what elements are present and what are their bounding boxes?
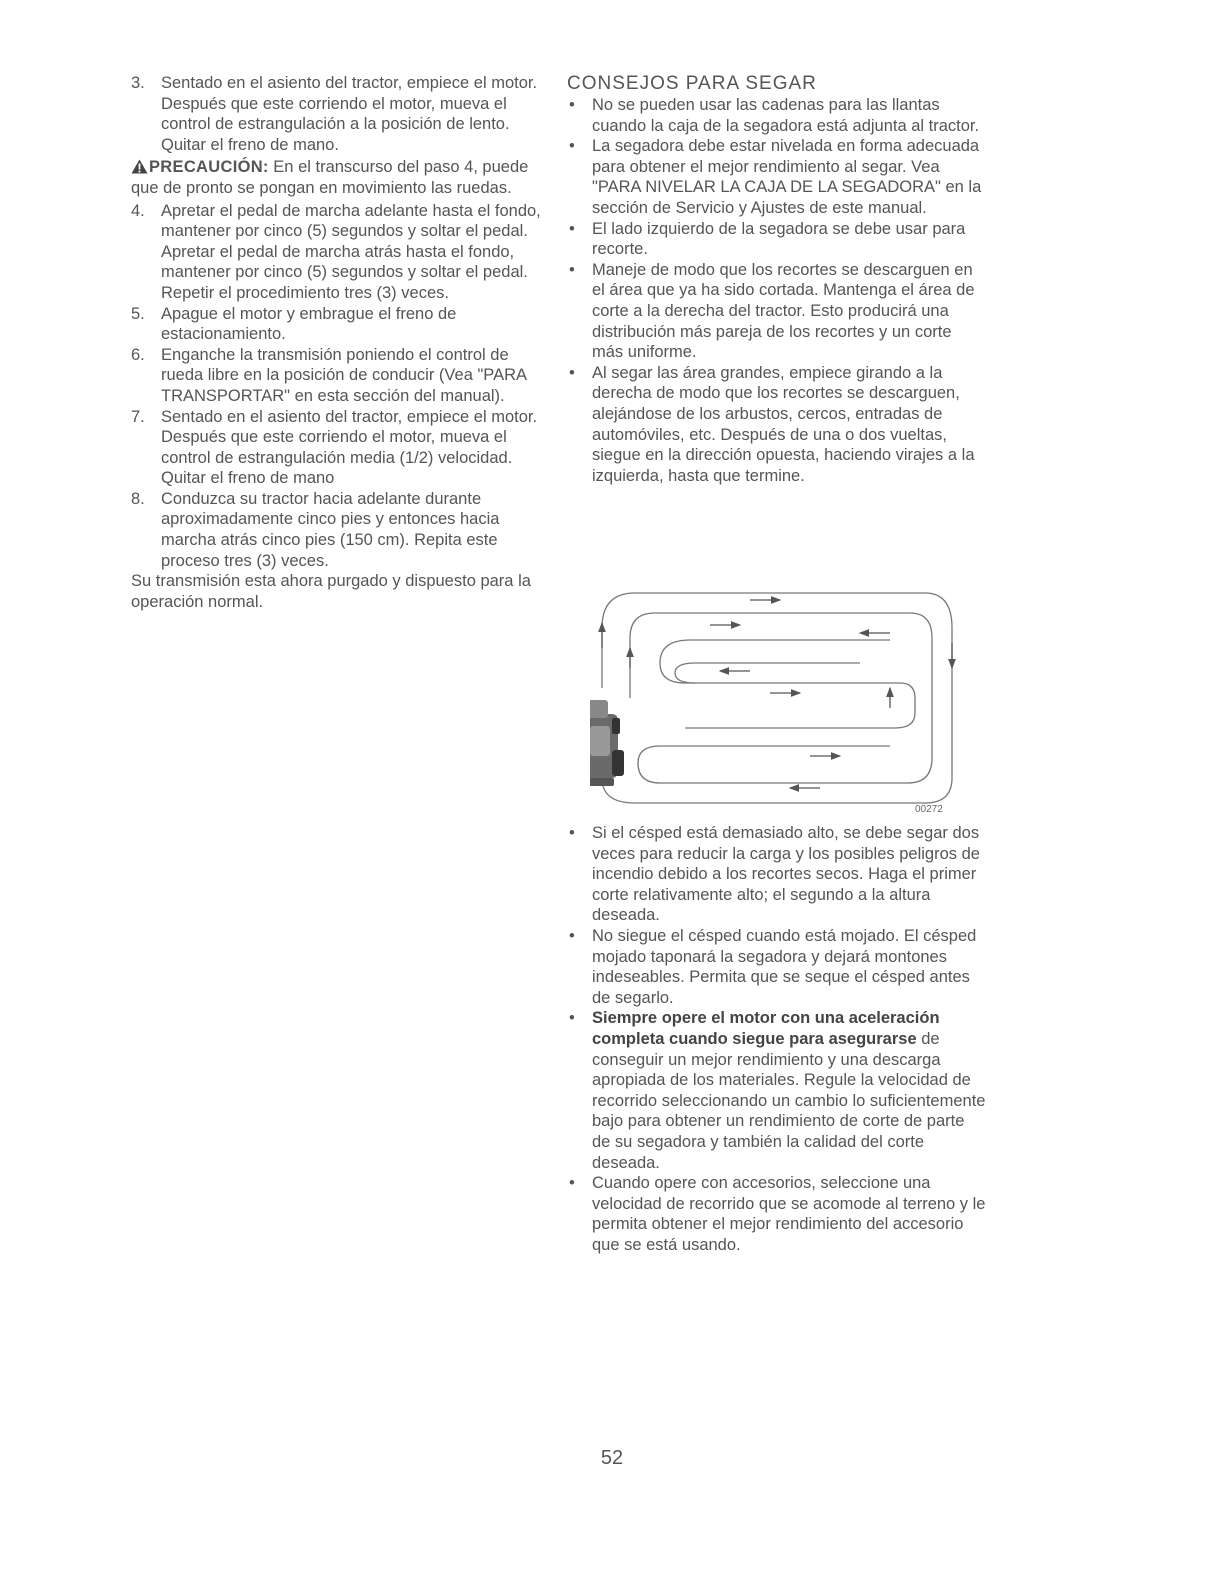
warning-triangle-icon	[131, 159, 148, 174]
step-item	[131, 345, 551, 407]
caution-label: PRECAUCIÓN:	[149, 158, 269, 177]
tip-text-rest: de conseguir un mejor rendimiento y una descarga apropiada de los materiales. Regule la velocidad de recorrido seleccionando un cambio lo suficientemente bajo para obtener un rendimiento de corte de parte de su segadora y también la calidad del corte deseada.	[592, 1029, 986, 1172]
tip-item	[567, 219, 987, 260]
tips-list-top	[567, 95, 987, 486]
section-title: CONSEJOS PARA SEGAR	[567, 73, 817, 94]
inner-mowing-path	[660, 640, 915, 728]
tip-text: No siegue el césped cuando está mojado. El césped mojado taponará la segadora y dejará montones indeseables. Permita que se seque el césped antes de segarlo.	[592, 926, 977, 1007]
steps-list-start	[131, 73, 551, 155]
tip-item	[567, 926, 987, 1008]
bullet-marker: •	[569, 926, 575, 945]
tip-text: El lado izquierdo de la segadora se debe usar para recorte.	[592, 219, 966, 259]
tip-text	[592, 1008, 987, 1173]
step-number: 3.	[131, 74, 145, 92]
step-text: Sentado en el asiento del tractor, empiece el motor. Después que este corriendo el motor, mueva el control de estrangulación a la posición de lento. Quitar el freno de mano.	[161, 74, 538, 154]
bullet-marker: •	[569, 824, 575, 842]
second-mowing-path	[630, 613, 932, 783]
tip-text: No se pueden usar las cadenas para las llantas cuando la caja de la segadora está adjunta al tractor.	[592, 96, 980, 135]
tip-item	[567, 1173, 987, 1255]
tip-text: Si el césped está demasiado alto, se debe segar dos veces para reducir la carga y los posibles peligros de incendio debido a los recortes secos. Haga el primer corte relativamente alto; el segundo a la altura deseada.	[592, 824, 980, 925]
bullet-marker: •	[569, 96, 575, 114]
page-number: 52	[600, 1447, 624, 1469]
tips-list-bottom	[567, 823, 987, 1255]
tip-item	[567, 136, 987, 218]
step-text: Apague el motor y embrague el freno de estacionamiento.	[161, 304, 457, 344]
bullet-marker: •	[569, 363, 575, 382]
mowing-pattern-diagram	[590, 588, 975, 813]
caution-note	[131, 157, 551, 198]
right-column	[567, 73, 987, 486]
bullet-marker: •	[569, 1009, 575, 1028]
step-item	[131, 201, 551, 304]
tip-item	[567, 1008, 987, 1173]
tip-text: Cuando opere con accesorios, seleccione una velocidad de recorrido que se acomode al terreno y le permita obtener el mejor rendimiento del accesorio que se está usando.	[592, 1174, 986, 1254]
step-item	[131, 407, 551, 489]
tractor-illustration	[590, 700, 624, 786]
step-text: Conduzca su tractor hacia adelante durante aproximadamente cinco pies y entonces hacia marcha atrás cinco pies (150 cm). Repita este proceso tres (3) veces.	[161, 489, 500, 570]
closing-paragraph: Su transmisión esta ahora purgado y dispuesto para la operación normal.	[131, 572, 531, 611]
step-item	[131, 489, 551, 571]
tip-item	[567, 95, 987, 136]
step-number: 7.	[131, 407, 145, 426]
step-item	[131, 73, 551, 155]
step-text: Apretar el pedal de marcha adelante hasta el fondo, mantener por cinco (5) segundos y soltar el pedal. Apretar el pedal de marcha atrás hasta el fondo, mantener por cinco (5) segundos y soltar el pedal. Repetir el procedimiento tres (3) veces.	[161, 201, 541, 302]
tip-item	[567, 260, 987, 363]
left-column	[131, 73, 551, 612]
tip-text-bold: Siempre opere el motor con una aceleración completa cuando siegue para asegurarse	[592, 1009, 940, 1048]
step-text: Enganche la transmisión poniendo el control de rueda libre en la posición de conducir (Vea "PARA TRANSPORTAR" en esta sección del manual).	[161, 345, 527, 405]
bullet-marker: •	[569, 260, 575, 279]
bullet-marker: •	[569, 219, 575, 238]
bullet-marker: •	[569, 137, 575, 156]
step-number: 4.	[131, 201, 145, 220]
steps-list	[131, 201, 551, 572]
step-item	[131, 304, 551, 345]
bullet-marker: •	[569, 1174, 575, 1193]
caution-text: En el transcurso del paso 4, puede que de pronto se pongan en movimiento las ruedas.	[131, 158, 529, 197]
outer-mowing-path	[602, 593, 952, 803]
tip-text: Al segar las área grandes, empiece girando a la derecha de modo que los recortes se descarguen, alejándose de los arbustos, cercos, entradas de automóviles, etc. Después de una o dos vueltas, siegue en la dirección opuesta, haciendo virajes a la izquierda, hasta que termine.	[592, 363, 975, 485]
tip-text: La segadora debe estar nivelada en forma adecuada para obtener el mejor rendimiento al segar. Vea "PARA NIVELAR LA CAJA DE LA SEGADORA" en la sección de Servicio y Ajustes de este manual.	[592, 137, 982, 217]
core-mowing-path	[675, 663, 860, 683]
step-text: Sentado en el asiento del tractor, empiece el motor. Después que este corriendo el motor, mueva el control de estrangulación media (1/2) velocidad. Quitar el freno de mano	[161, 407, 538, 488]
figure-code: 00272	[915, 804, 943, 813]
tip-item	[567, 823, 987, 926]
tip-item	[567, 363, 987, 487]
step-number: 5.	[131, 304, 145, 323]
step-number: 8.	[131, 489, 145, 508]
right-column-lower	[567, 823, 987, 1255]
tip-text: Maneje de modo que los recortes se descarguen en el área que ya ha sido cortada. Mantenga el área de corte a la derecha del tractor. Esto producirá una distribución más pareja de los recortes y un corte más uniforme.	[592, 260, 975, 362]
step-number: 6.	[131, 345, 145, 364]
